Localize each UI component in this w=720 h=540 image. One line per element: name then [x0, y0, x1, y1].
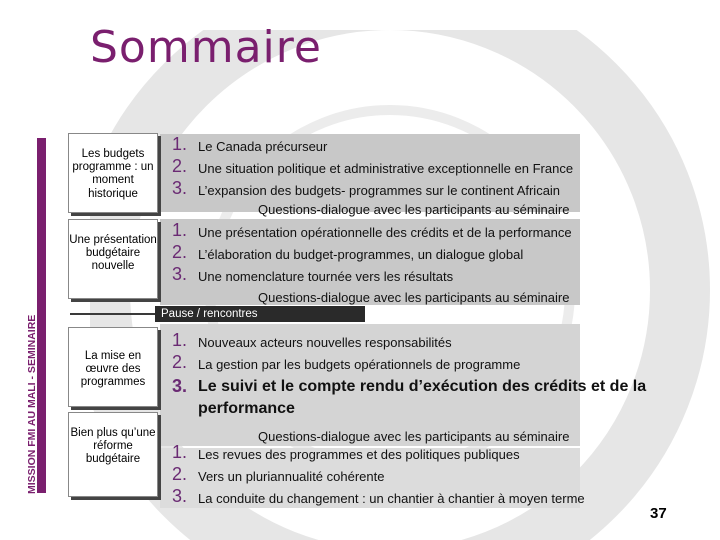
questions-dialogue-2: Questions-dialogue avec les participants au séminaire [258, 290, 570, 305]
item-text: La conduite du changement : un chantier à chantier à moyen terme [198, 491, 585, 506]
list-item-highlighted [172, 376, 698, 420]
pause-divider [70, 313, 155, 315]
sidebar-accent-bar [37, 138, 46, 493]
item-text: Le suivi et le compte rendu d’exécution des crédits et de la performance [198, 378, 647, 417]
item-text: Une situation politique et administrative exceptionnelle en France [198, 161, 574, 176]
list-item [172, 136, 573, 158]
item-number: 2. [172, 242, 188, 262]
item-text: Une présentation opérationnelle des crédits et de la performance [198, 225, 572, 240]
item-number: 2. [172, 156, 188, 176]
list-item [172, 488, 585, 510]
list-item [172, 466, 585, 488]
item-text: Les revues des programmes et des politiques publiques [198, 447, 520, 462]
item-number: 3. [172, 376, 188, 396]
questions-dialogue-3: Questions-dialogue avec les participants au séminaire [258, 429, 570, 444]
list-item [172, 354, 698, 376]
section-box-1: Les budgets programme : un moment historique [68, 133, 158, 213]
section-box-3: La mise en œuvre des programmes [68, 327, 158, 407]
item-text: Nouveaux acteurs nouvelles responsabilités [198, 335, 452, 350]
item-text: L’élaboration du budget-programmes, un dialogue global [198, 247, 524, 262]
item-number: 1. [172, 134, 188, 154]
questions-dialogue-1: Questions-dialogue avec les participants au séminaire [258, 202, 570, 217]
section-3-list [172, 332, 698, 420]
list-item [172, 244, 572, 266]
section-box-4: Bien plus qu’une réforme budgétaire [68, 412, 158, 497]
item-text: Le Canada précurseur [198, 139, 328, 154]
list-item [172, 158, 573, 180]
section-4-list [172, 444, 585, 510]
item-number: 3. [172, 178, 188, 198]
list-item [172, 332, 698, 354]
list-item [172, 444, 585, 466]
list-item [172, 222, 572, 244]
item-text: L’expansion des budgets- programmes sur le continent Africain [198, 183, 561, 198]
page-title: Sommaire [90, 22, 322, 73]
item-number: 1. [172, 220, 188, 240]
section-2-list [172, 222, 572, 288]
section-1-list [172, 136, 573, 202]
item-number: 3. [172, 264, 188, 284]
pause-banner: Pause / rencontres [155, 306, 365, 322]
page-number: 37 [650, 505, 667, 522]
list-item [172, 266, 572, 288]
item-number: 2. [172, 352, 188, 372]
item-text: Vers un pluriannualité cohérente [198, 469, 385, 484]
list-item [172, 180, 573, 202]
item-text: La gestion par les budgets opérationnels de programme [198, 357, 521, 372]
item-text: Une nomenclature tournée vers les résultats [198, 269, 454, 284]
item-number: 1. [172, 442, 188, 462]
item-number: 1. [172, 330, 188, 350]
item-number: 2. [172, 464, 188, 484]
section-box-2: Une présentation budgétaire nouvelle [68, 219, 158, 299]
side-vertical-label: MISSION FMI AU MALI - SEMINAIRE [26, 314, 38, 494]
item-number: 3. [172, 486, 188, 506]
